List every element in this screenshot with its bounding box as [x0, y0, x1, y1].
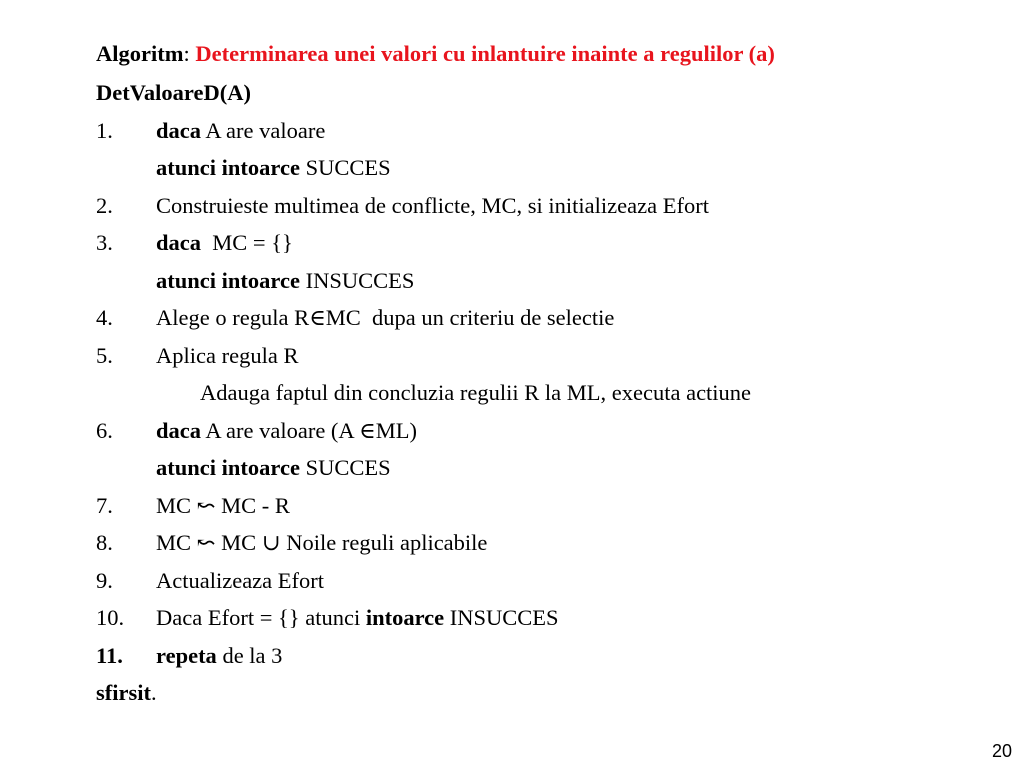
- title-text: Determinarea unei valori cu inlantuire inainte a regulilor (a): [195, 41, 775, 66]
- step-number: 4.: [96, 305, 113, 330]
- step-text: MC = {}: [201, 230, 293, 255]
- keyword: repeta: [156, 643, 217, 668]
- step-3-then: [156, 267, 414, 295]
- step-text: Aplica regula R: [156, 343, 299, 368]
- algorithm-title: [96, 40, 775, 68]
- step-text: SUCCES: [299, 455, 391, 480]
- step-5-detail: Adauga faptul din concluzia regulii R la ML, executa actiune: [200, 380, 752, 405]
- step-number: 6.: [96, 418, 113, 443]
- page-number: 20: [991, 741, 1012, 761]
- keyword: atunci intoarce: [156, 455, 300, 480]
- step-text-pre: Daca Efort = {} atunci: [156, 605, 366, 630]
- step-text: A are valoare (A ∈ML): [201, 418, 417, 443]
- step-number: 2.: [96, 193, 113, 218]
- step-number: 9.: [96, 568, 113, 593]
- step-8: [96, 529, 487, 557]
- step-7: [96, 492, 290, 520]
- step-3: [96, 229, 293, 257]
- step-2: [96, 192, 709, 220]
- step-text: INSUCCES: [299, 268, 415, 293]
- step-text: MC ↜ MC ∪ Noile reguli aplicabile: [156, 530, 488, 555]
- step-number: 10.: [96, 605, 125, 630]
- step-1-then: [156, 154, 391, 182]
- step-1: [96, 117, 325, 145]
- step-number: 3.: [96, 230, 113, 255]
- step-text: Construieste multimea de conflicte, MC, si initializeaza Efort: [156, 193, 709, 218]
- keyword: intoarce: [365, 605, 445, 630]
- step-number: 7.: [96, 493, 113, 518]
- step-text: de la 3: [216, 643, 283, 668]
- keyword: sfirsit: [96, 680, 151, 705]
- step-text: SUCCES: [299, 155, 391, 180]
- step-number: 8.: [96, 530, 113, 555]
- step-text: MC ↜ MC - R: [156, 493, 290, 518]
- keyword: atunci intoarce: [156, 155, 300, 180]
- keyword: atunci intoarce: [156, 268, 300, 293]
- step-9: [96, 567, 324, 595]
- step-4: [96, 304, 614, 332]
- step-10: [96, 604, 559, 632]
- step-5: [96, 342, 298, 370]
- step-11: [96, 642, 282, 670]
- step-6: [96, 417, 417, 445]
- end-punct: .: [151, 680, 157, 705]
- keyword: daca: [156, 418, 201, 443]
- step-text: Actualizeaza Efort: [156, 568, 325, 593]
- step-text: Alege o regula R∈MC dupa un criteriu de selectie: [156, 305, 615, 330]
- keyword: daca: [156, 230, 201, 255]
- keyword: daca: [156, 118, 201, 143]
- step-number: 5.: [96, 343, 113, 368]
- step-text: A are valoare: [201, 118, 326, 143]
- procedure-name: DetValoareD(A): [96, 80, 251, 105]
- end-statement: [96, 679, 157, 707]
- step-number: 1.: [96, 118, 113, 143]
- title-label: Algoritm: [96, 41, 184, 66]
- step-text: INSUCCES: [444, 605, 559, 630]
- step-number: 11.: [96, 643, 123, 668]
- title-separator: :: [183, 41, 196, 66]
- step-6-then: [156, 454, 391, 482]
